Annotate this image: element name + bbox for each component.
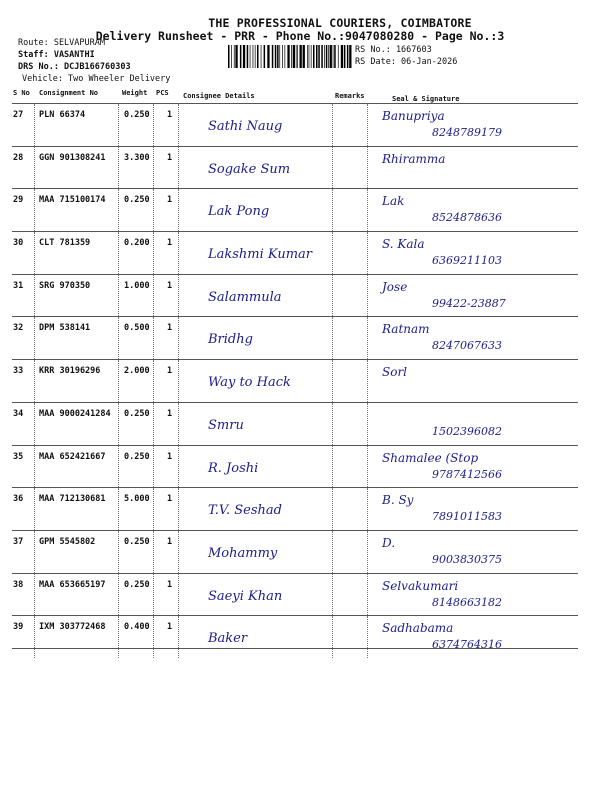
seal-signature: B. Sy <box>382 493 414 508</box>
row-weight: 0.400 <box>124 622 150 633</box>
column-divider <box>178 275 179 317</box>
barcode-image <box>228 45 352 68</box>
seal-phone: 6369211103 <box>432 254 502 268</box>
col-consignment: Consignment No <box>39 89 99 97</box>
row-weight: 2.000 <box>124 366 150 377</box>
vehicle-label: Vehicle: Two Wheeler Delivery <box>22 74 171 84</box>
column-divider <box>178 488 179 530</box>
row-consignment: KRR 30196296 <box>39 366 101 377</box>
table-header <box>12 87 578 103</box>
seal-signature: S. Kala <box>382 237 425 252</box>
col-remarks: Remarks <box>335 92 365 100</box>
col-pcs: PCS <box>156 89 169 97</box>
column-divider <box>34 531 35 573</box>
row-consignment: IXM 303772468 <box>39 622 106 633</box>
row-pcs: 1 <box>167 323 173 334</box>
column-divider <box>34 403 35 445</box>
column-divider <box>367 616 368 658</box>
column-divider <box>34 232 35 274</box>
consignee-signature: Mohammy <box>208 545 278 561</box>
row-pcs: 1 <box>167 366 173 377</box>
runsheet-title: Delivery Runsheet - PRR - Phone No.:9047080280 - Page No.:3 <box>95 29 505 43</box>
column-divider <box>34 360 35 402</box>
row-sno: 33 <box>13 366 24 377</box>
row-weight: 0.250 <box>124 110 150 120</box>
column-divider <box>153 147 154 189</box>
seal-signature: Shamalee (Stop <box>382 450 479 465</box>
row-pcs: 1 <box>167 451 173 462</box>
company-title: THE PROFESSIONAL COURIERS, COIMBATORE <box>208 16 472 30</box>
col-weight: Weight <box>122 89 148 97</box>
column-divider <box>332 574 333 616</box>
column-divider <box>332 403 333 445</box>
row-pcs: 1 <box>167 494 173 505</box>
consignee-signature: R. Joshi <box>208 460 259 476</box>
column-divider <box>178 104 179 146</box>
seal-phone: 6374764316 <box>432 638 502 652</box>
column-divider <box>34 317 35 359</box>
consignee-signature: Sogake Sum <box>208 161 291 177</box>
column-divider <box>118 275 119 317</box>
rs-date: RS Date: 06-Jan-2026 <box>355 57 458 67</box>
rs-number: RS No.: 1667603 <box>355 45 432 55</box>
column-divider <box>178 574 179 616</box>
column-divider <box>178 317 179 359</box>
seal-signature: Jose <box>382 279 408 294</box>
column-divider <box>332 147 333 189</box>
row-weight: 0.200 <box>124 238 150 249</box>
column-divider <box>178 446 179 488</box>
row-sno: 36 <box>13 494 24 505</box>
column-divider <box>367 403 368 445</box>
consignee-signature: Lakshmi Kumar <box>208 247 313 263</box>
column-divider <box>118 232 119 274</box>
column-divider <box>153 360 154 402</box>
column-divider <box>367 531 368 573</box>
column-divider <box>332 275 333 317</box>
consignee-signature: Way to Hack <box>208 375 291 391</box>
column-divider <box>367 104 368 146</box>
row-consignment: MAA 9000241284 <box>39 408 111 419</box>
row-pcs: 1 <box>167 195 173 206</box>
table-row <box>12 487 578 530</box>
row-consignment: CLT 781359 <box>39 238 91 249</box>
seal-signature: Rhiramma <box>382 151 446 166</box>
row-weight: 0.250 <box>124 195 150 206</box>
row-sno: 35 <box>13 451 24 462</box>
column-divider <box>153 574 154 616</box>
row-weight: 0.250 <box>124 579 150 590</box>
row-sno: 29 <box>13 195 24 206</box>
row-sno: 38 <box>13 579 24 590</box>
row-pcs: 1 <box>167 152 173 163</box>
column-divider <box>178 531 179 573</box>
column-divider <box>332 189 333 231</box>
column-divider <box>118 360 119 402</box>
row-sno: 31 <box>13 280 24 291</box>
column-divider <box>118 488 119 530</box>
seal-phone: 8148663182 <box>432 595 502 609</box>
seal-phone: 8247067633 <box>432 339 502 353</box>
row-consignment: SRG 970350 <box>39 280 91 291</box>
table-row <box>12 274 578 317</box>
row-pcs: 1 <box>167 280 173 291</box>
table-row <box>12 359 578 402</box>
column-divider <box>367 574 368 616</box>
row-consignment: MAA 712130681 <box>39 494 106 505</box>
seal-signature: Sorl <box>382 365 408 380</box>
seal-signature: Selvakumari <box>382 578 459 593</box>
column-divider <box>153 104 154 146</box>
column-divider <box>34 616 35 658</box>
row-sno: 27 <box>13 110 24 120</box>
row-weight: 0.250 <box>124 408 150 419</box>
col-sno: S No <box>13 89 30 97</box>
column-divider <box>153 189 154 231</box>
consignee-signature: Salammula <box>208 289 282 305</box>
consignee-signature: Smru <box>208 417 244 433</box>
row-sno: 39 <box>13 622 24 633</box>
staff-label: Staff: VASANTHI <box>18 50 95 60</box>
drs-label: DRS No.: DCJB166760303 <box>18 62 131 72</box>
col-seal: Seal & Signature <box>392 95 460 103</box>
column-divider <box>153 616 154 658</box>
column-divider <box>34 147 35 189</box>
seal-phone: 9787412566 <box>432 467 502 481</box>
column-divider <box>367 446 368 488</box>
column-divider <box>178 616 179 658</box>
column-divider <box>118 616 119 658</box>
table-bottom-rule <box>12 648 578 649</box>
route-label: Route: SELVAPURAM <box>18 38 105 48</box>
column-divider <box>178 403 179 445</box>
col-consignee: Consignee Details <box>183 92 255 100</box>
consignee-signature: Lak Pong <box>208 204 270 220</box>
row-pcs: 1 <box>167 408 173 419</box>
column-divider <box>367 360 368 402</box>
table-row <box>12 615 578 658</box>
column-divider <box>118 446 119 488</box>
table-row <box>12 146 578 189</box>
consignee-signature: Sathi Naug <box>208 119 283 134</box>
row-weight: 0.250 <box>124 451 150 462</box>
column-divider <box>118 189 119 231</box>
row-consignment: DPM 538141 <box>39 323 91 334</box>
column-divider <box>332 104 333 146</box>
runsheet-table <box>12 87 578 658</box>
column-divider <box>332 232 333 274</box>
row-sno: 34 <box>13 408 24 419</box>
table-row <box>12 316 578 359</box>
column-divider <box>367 189 368 231</box>
column-divider <box>153 232 154 274</box>
row-pcs: 1 <box>167 579 173 590</box>
row-weight: 5.000 <box>124 494 150 505</box>
seal-phone: 8248789179 <box>432 126 502 139</box>
table-row <box>12 573 578 616</box>
column-divider <box>118 403 119 445</box>
table-row <box>12 402 578 445</box>
column-divider <box>332 488 333 530</box>
row-consignment: GGN 901308241 <box>39 152 106 163</box>
column-divider <box>153 446 154 488</box>
column-divider <box>34 189 35 231</box>
seal-signature: Banupriya <box>382 109 445 123</box>
row-sno: 30 <box>13 238 24 249</box>
column-divider <box>178 189 179 231</box>
column-divider <box>153 317 154 359</box>
row-weight: 0.500 <box>124 323 150 334</box>
row-weight: 0.250 <box>124 536 150 547</box>
column-divider <box>332 616 333 658</box>
row-consignment: MAA 653665197 <box>39 579 106 590</box>
column-divider <box>367 275 368 317</box>
consignee-signature: Bridhg <box>208 332 253 348</box>
row-consignment: PLN 66374 <box>39 110 86 120</box>
seal-phone: 8524878636 <box>432 211 502 225</box>
column-divider <box>118 317 119 359</box>
row-sno: 37 <box>13 536 24 547</box>
row-consignment: MAA 652421667 <box>39 451 106 462</box>
table-row <box>12 103 578 146</box>
column-divider <box>178 360 179 402</box>
column-divider <box>367 232 368 274</box>
column-divider <box>34 104 35 146</box>
seal-signature: Sadhabama <box>382 621 454 636</box>
seal-phone: 7891011583 <box>432 510 502 524</box>
column-divider <box>118 147 119 189</box>
table-row <box>12 188 578 231</box>
seal-signature: D. <box>382 535 396 550</box>
column-divider <box>34 488 35 530</box>
column-divider <box>153 275 154 317</box>
seal-phone: 9003830375 <box>432 552 502 566</box>
row-pcs: 1 <box>167 622 173 633</box>
row-pcs: 1 <box>167 110 173 120</box>
column-divider <box>118 104 119 146</box>
seal-signature: Lak <box>382 194 405 209</box>
column-divider <box>34 446 35 488</box>
table-row <box>12 445 578 488</box>
table-row <box>12 530 578 573</box>
row-consignment: MAA 715100174 <box>39 195 106 206</box>
column-divider <box>153 403 154 445</box>
column-divider <box>118 574 119 616</box>
table-row <box>12 231 578 274</box>
column-divider <box>153 531 154 573</box>
row-pcs: 1 <box>167 238 173 249</box>
column-divider <box>178 147 179 189</box>
column-divider <box>153 488 154 530</box>
column-divider <box>332 446 333 488</box>
column-divider <box>367 317 368 359</box>
row-weight: 3.300 <box>124 152 150 163</box>
seal-signature: Ratnam <box>382 322 430 337</box>
row-pcs: 1 <box>167 536 173 547</box>
column-divider <box>118 531 119 573</box>
row-consignment: GPM 5545802 <box>39 536 96 547</box>
column-divider <box>34 275 35 317</box>
column-divider <box>34 574 35 616</box>
row-sno: 32 <box>13 323 24 334</box>
column-divider <box>332 531 333 573</box>
column-divider <box>332 360 333 402</box>
column-divider <box>367 488 368 530</box>
column-divider <box>178 232 179 274</box>
consignee-signature: Baker <box>208 631 248 647</box>
column-divider <box>367 147 368 189</box>
row-sno: 28 <box>13 152 24 163</box>
consignee-signature: Saeyi Khan <box>208 588 283 604</box>
seal-phone: 1502396082 <box>432 424 502 438</box>
seal-phone: 99422-23887 <box>432 296 506 310</box>
consignee-signature: T.V. Seshad <box>208 503 282 519</box>
column-divider <box>332 317 333 359</box>
row-weight: 1.000 <box>124 280 150 291</box>
